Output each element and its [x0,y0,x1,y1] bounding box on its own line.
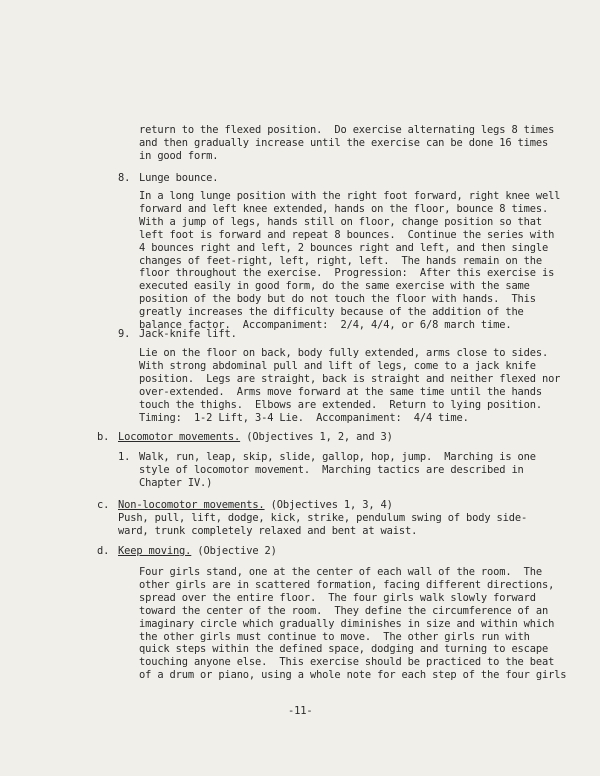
text-line: With strong abdominal pull and lift of legs, come to a jack knife [139,359,536,372]
text-line: position of the body but do not touch the floor with hands. This [139,293,536,306]
text-line: executed easily in good form, do the same exercise with the same [139,280,530,293]
item-number: 8. [118,172,131,184]
text-line: quick steps within the defined space, dodging and turning to escape [139,643,549,656]
section-objectives: (Objectives 1, 3, 4) [270,499,393,511]
text-line: Four girls stand, one at the center of each wall of the room. The [139,566,542,578]
text-line: in good form. [139,149,219,162]
text-line: 4 bounces right and left, 2 bounces right and left, and then single [139,241,549,254]
item-title: Jack-knife lift. [139,328,237,340]
section-heading [118,499,393,512]
text-line: Chapter IV.) [139,476,213,489]
section-letter: c. [97,499,110,511]
item-9-body [139,347,560,424]
text-line: other girls are in scattered formation, facing different directions, [139,578,555,591]
text-line: style of locomotor movement. Marching tactics are described in [139,463,524,476]
text-line: of a drum or piano, using a whole note for each step of the four girls [139,669,567,682]
text-line: return to the flexed position. Do exercise alternating legs 8 times [139,124,555,136]
text-line: left foot is forward and repeat 8 bounces. Continue the series with [139,228,555,241]
text-line: forward and left knee extended, hands on the floor, bounce 8 times. [139,202,549,215]
text-line: spread over the entire floor. The four girls walk slowly forward [139,591,536,604]
text-line: position. Legs are straight, back is straight and neither flexed nor [139,372,561,385]
text-line: changes of feet-right, left, right, left. The hands remain on the [139,254,542,267]
text-line: imaginary circle which gradually diminishes in size and within which [139,617,555,630]
page-number: -11- [288,705,313,717]
section-letter: d. [97,545,110,557]
section-heading [118,545,277,558]
section-title: Non-locomotor movements. [118,499,265,511]
text-line: floor throughout the exercise. Progression: After this exercise is [139,267,555,280]
text-line: With a jump of legs, hands still on floor, change position so that [139,215,542,228]
text-line: Timing: 1-2 Lift, 3-4 Lie. Accompaniment: 4/4 time. [139,411,469,424]
section-objectives: (Objective 2) [197,545,277,557]
item-title: Lunge bounce. [139,172,219,184]
item-number: 1. [118,451,131,463]
text-line: Walk, run, leap, skip, slide, gallop, hop, jump. Marching is one [139,451,536,463]
text-line: Lie on the floor on back, body fully extended, arms close to sides. [139,347,549,359]
section-d-body [139,566,566,682]
text-line: touching anyone else. This exercise should be practiced to the beat [139,656,555,669]
item-8-body [139,190,560,332]
section-letter: b. [97,431,110,443]
section-b-body [139,451,536,490]
text-line: greatly increases the difficulty because of the addition of the [139,306,524,319]
text-line: In a long lunge position with the right foot forward, right knee well [139,190,561,202]
text-line: and then gradually increase until the exercise can be done 16 times [139,136,549,149]
section-c-body [118,512,527,538]
text-line: toward the center of the room. They define the circumference of an [139,604,549,617]
section-objectives: (Objectives 1, 2, and 3) [246,431,393,443]
section-title: Locomotor movements. [118,431,241,443]
text-line: balance factor. Accompaniment: 2/4, 4/4, or 6/8 march time. [139,319,512,332]
text-line: Push, pull, lift, dodge, kick, strike, pendulum swing of body side- [118,512,528,524]
text-line: touch the thighs. Elbows are extended. Return to lying position. [139,398,542,411]
continuation-paragraph [139,124,554,163]
section-title: Keep moving. [118,545,192,557]
text-line: the other girls must continue to move. The other girls run with [139,630,530,643]
section-heading [118,431,393,444]
text-line: ward, trunk completely relaxed and bent at waist. [118,524,418,537]
text-line: over-extended. Arms move forward at the same time until the hands [139,385,542,398]
item-number: 9. [118,328,131,340]
